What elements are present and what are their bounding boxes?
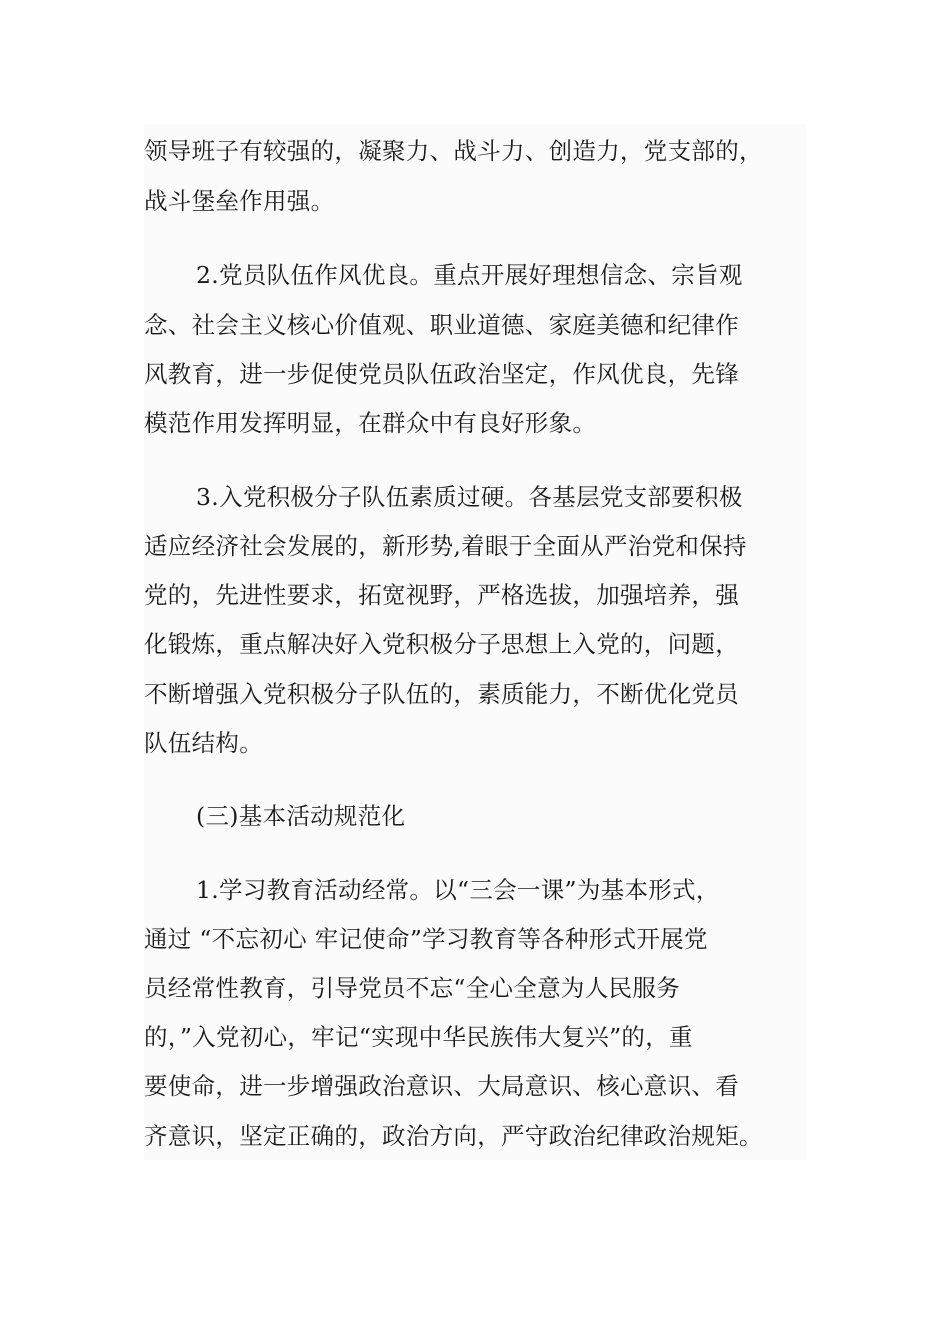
text-line: 3.入党积极分子队伍素质过硬。各基层党支部要积极 — [196, 483, 743, 511]
text-line: 2.党员队伍作风优良。重点开展好理想信念、宗旨观 — [196, 261, 743, 289]
text-line: 员经常性教育，引导党员不忘“全心全意为人民服务 — [144, 974, 680, 1002]
text-line: 1.学习教育活动经常。以“三会一课”为基本形式， — [196, 876, 720, 904]
text-line: 的，”入党初心，牢记“实现中华民族伟大复兴”的，重 — [144, 1023, 693, 1051]
text-line: 念、社会主义核心价值观、职业道德、家庭美德和纪律作 — [144, 311, 739, 339]
text-line: 不断增强入党积极分子队伍的，素质能力，不断优化党员 — [144, 680, 739, 708]
text-line: 战斗堡垒作用强。 — [144, 187, 335, 215]
document-body — [144, 124, 806, 1160]
text-line: 适应经济社会发展的，新形势,着眼于全面从严治党和保持 — [144, 532, 747, 560]
text-line: 齐意识，坚定正确的，政治方向，严守政治纪律政治规矩。 — [144, 1122, 763, 1150]
text-line: 党的，先进性要求，拓宽视野，严格选拔，加强培养，强 — [144, 581, 739, 609]
text-line: 模范作用发挥明显，在群众中有良好形象。 — [144, 409, 597, 437]
section-heading: (三)基本活动规范化 — [196, 802, 406, 830]
text-line: 化锻炼，重点解决好入党积极分子思想上入党的，问题， — [144, 630, 739, 658]
text-line: 通过 “不忘初心 牢记使命”学习教育等各种形式开展党 — [144, 925, 708, 953]
text-line: 队伍结构。 — [144, 729, 263, 757]
text-line: 要使命，进一步增强政治意识、大局意识、核心意识、看 — [144, 1072, 739, 1100]
text-line: 风教育，进一步促使党员队伍政治坚定，作风优良，先锋 — [144, 360, 739, 388]
text-line: 领导班子有较强的，凝聚力、战斗力、创造力，党支部的， — [144, 137, 763, 165]
